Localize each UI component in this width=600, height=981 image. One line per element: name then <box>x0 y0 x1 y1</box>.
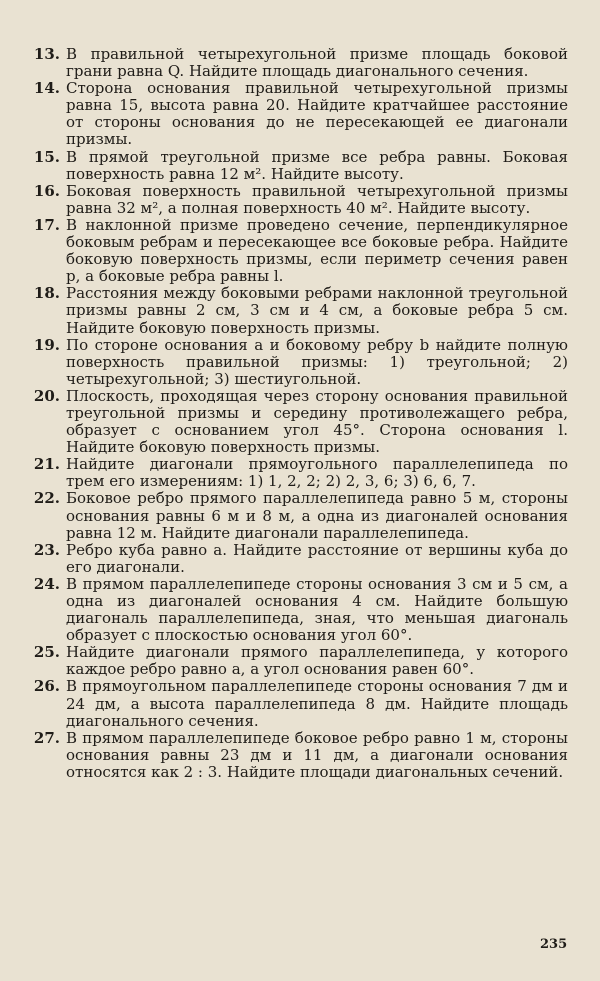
problem-text: Плоскость, проходящая через сторону основания правильной треугольной призмы и середину противолежащего ребра, образует с основанием угол 45°. Сторона основания l. Найдите боковую поверхность призмы. <box>66 386 568 457</box>
problem-list <box>28 46 568 781</box>
problem-26 <box>28 678 568 729</box>
problem-text: Найдите диагонали прямоугольного параллелепипеда по трем его измерениям: 1) 1, 2, 2; 2) 2, 3, 6; 3) 6, 6, 7. <box>66 455 568 491</box>
problem-number: 23. <box>33 540 60 559</box>
problem-24 <box>28 576 568 644</box>
problem-23 <box>28 542 568 576</box>
problem-text: В правильной четырехугольной призме площадь боковой грани равна Q. Найдите площадь диагонального сечения. <box>66 45 568 81</box>
problem-22 <box>28 490 568 541</box>
problem-number: 25. <box>33 643 60 662</box>
problem-number: 14. <box>33 79 60 98</box>
problem-text: В прямоугольном параллелепипеде стороны основания 7 дм и 24 дм, а высота параллелепипеда 8 дм. Найдите площадь диагонального сечения. <box>66 677 568 730</box>
problem-number: 13. <box>33 45 60 63</box>
problem-text: Найдите диагонали прямого параллелепипеда, у которого каждое ребро равно a, а угол основания равен 60°. <box>66 643 568 679</box>
problem-number: 22. <box>33 489 60 508</box>
problem-number: 19. <box>33 335 60 354</box>
problem-21 <box>28 456 568 490</box>
problem-number: 15. <box>33 147 60 166</box>
problem-14 <box>28 80 568 148</box>
problem-number: 20. <box>33 386 60 405</box>
problem-number: 17. <box>33 215 60 234</box>
problem-number: 21. <box>33 455 60 474</box>
problem-number: 24. <box>33 574 60 593</box>
page-number: 235 <box>540 937 568 952</box>
problem-number: 26. <box>33 677 60 696</box>
problem-text: В прямом параллелепипеде стороны основания 3 см и 5 см, а одна из диагоналей основания 4 см. Найдите большую диагональ параллелепипеда, зная, что меньшая диагональ образует с плоскостью основания угол 60°. <box>66 574 568 645</box>
problem-27 <box>28 730 568 781</box>
problem-text: В прямой треугольной призме все ребра равны. Боковая поверхность равна 12 м². Найдите высоту. <box>66 147 568 183</box>
problem-20 <box>28 388 568 456</box>
problem-text: Боковое ребро прямого параллелепипеда равно 5 м, стороны основания равны 6 м и 8 м, а одна из диагоналей основания равна 12 м. Найдите диагонали параллелепипеда. <box>66 489 568 542</box>
problem-text: Боковая поверхность правильной четырехугольной призмы равна 32 м², а полная поверхность 40 м². Найдите высоту. <box>66 181 568 217</box>
problem-number: 16. <box>33 181 60 200</box>
problem-19 <box>28 337 568 388</box>
problem-text: По стороне основания a и боковому ребру b найдите полную поверхность правильной призмы: 1) треугольной; 2) четырехугольной; 3) шестиугольной. <box>66 335 568 388</box>
problem-17 <box>28 217 568 285</box>
problem-text: Сторона основания правильной четырехугольной призмы равна 15, высота равна 20. Найдите кратчайшее расстояние от стороны основания до не пересекающей ее диагонали призмы. <box>66 79 568 149</box>
problem-text: Расстояния между боковыми ребрами наклонной треугольной призмы равны 2 см, 3 см и 4 см, а боковые ребра 5 см. Найдите боковую поверхность призмы. <box>66 284 568 337</box>
problem-number: 18. <box>33 284 60 303</box>
problem-text: Ребро куба равно a. Найдите расстояние от вершины куба до его диагонали. <box>66 540 568 576</box>
problem-number: 27. <box>33 728 60 747</box>
problem-16 <box>28 183 568 217</box>
problem-18 <box>28 285 568 336</box>
problem-13 <box>28 46 568 80</box>
problem-15 <box>28 149 568 183</box>
problem-text: В наклонной призме проведено сечение, перпендикулярное боковым ребрам и пересекающее все боковые ребра. Найдите боковую поверхность призмы, если периметр сечения равен p, а боковые ребра равны l. <box>66 215 568 286</box>
problem-25 <box>28 644 568 678</box>
problem-text: В прямом параллелепипеде боковое ребро равно 1 м, стороны основания равны 23 дм и 11 дм, а диагонали основания относятся как 2 : 3. Найдите площади диагональных сечений. <box>66 728 568 781</box>
